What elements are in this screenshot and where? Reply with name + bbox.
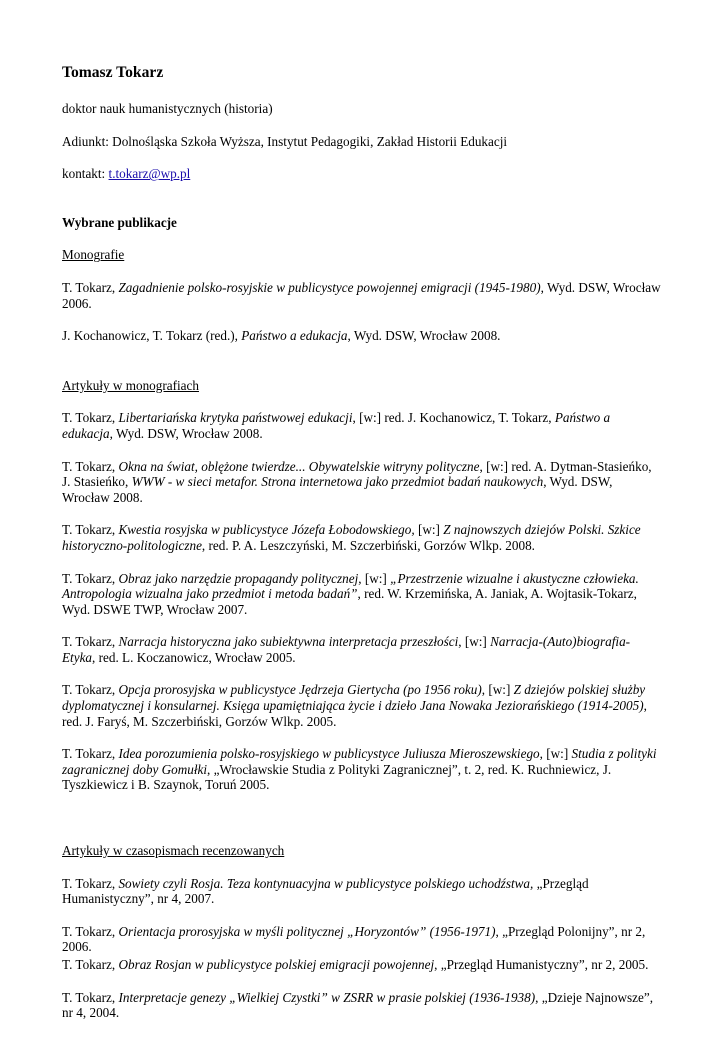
entry-author: T. Tokarz,	[62, 957, 119, 972]
entry-details: , [w:]	[458, 634, 491, 650]
entry-title: Kwestia rosyjska w publicystyce Józefa Łobodowskiego,	[118, 522, 415, 538]
entry-author: T. Tokarz,	[62, 458, 119, 474]
entry-details: , Wyd. DSW, Wrocław 2008.	[62, 474, 613, 505]
entry-source: „Przestrzenie wizualne i akustyczne człowieka. Antropologia wizualna jako przedmiot i metoda badań”	[62, 570, 639, 602]
entry-author: T. Tokarz,	[62, 682, 119, 698]
entry-details: „Przegląd Humanistyczny”, nr 4, 2007.	[62, 875, 589, 907]
entry-author: T. Tokarz,	[62, 989, 119, 1005]
entry-title: Idea porozumienia polsko-rosyjskiego w publicystyce Juliusza Mieroszewskiego	[118, 746, 540, 762]
publication-entry	[62, 746, 662, 793]
entry-title: Obraz Rosjan w publicystyce polskiej emigracji powojennej	[118, 957, 435, 972]
publication-entry	[62, 410, 662, 441]
entry-source: Z najnowszych dziejów Polski. Szkice historyczno-politologiczne	[62, 522, 641, 553]
entry-title: Państwo a edukacja	[241, 328, 348, 344]
entry-author: T. Tokarz,	[62, 875, 119, 891]
entry-title: Obraz jako narzędzie propagandy politycznej	[118, 570, 359, 586]
entry-details: , Wyd. DSW, Wrocław 2008.	[347, 328, 501, 344]
entry-author: T. Tokarz,	[62, 522, 119, 538]
entry-title: Okna na świat, oblężone twierdze... Obywatelskie witryny polityczne	[118, 458, 480, 474]
entry-details: , red. J. Faryś, M. Szczerbiński, Gorzów Wlkp. 2005.	[62, 698, 647, 729]
publication-entry	[62, 571, 662, 618]
entry-details: , red. W. Krzemińska, A. Janiak, A. Wojtasik-Tokarz, Wyd. DSWE TWP, Wrocław 2007.	[62, 586, 637, 617]
entry-details: , „Przegląd Polonijny”, nr 2, 2006.	[62, 923, 646, 955]
entry-details: [w:]	[414, 522, 444, 538]
entry-details: , [w:]	[358, 570, 391, 586]
entry-title: Zagadnienie polsko-rosyjskie w publicystyce powojennej emigracji (1945-1980)	[118, 279, 541, 295]
entry-details: , red. L. Koczanowicz, Wrocław 2005.	[92, 649, 296, 665]
entry-author: T. Tokarz,	[62, 634, 119, 650]
entry-source: Narracja-(Auto)biografia-Etyka	[62, 634, 631, 665]
contact-label: kontakt:	[62, 166, 109, 182]
email-link[interactable]: t.tokarz@wp.pl	[108, 166, 191, 182]
publication-entry	[62, 459, 662, 506]
entry-details: , „Dzieje Najnowsze”, nr 4, 2004.	[62, 989, 654, 1021]
entry-title: Libertariańska krytyka państwowej edukacji	[118, 410, 353, 426]
entry-author: T. Tokarz,	[62, 570, 119, 586]
academic-degree: doktor nauk humanistycznych (historia)	[62, 101, 273, 116]
publication-entry	[62, 990, 662, 1021]
entry-details: , Wyd. DSW, Wrocław 2008.	[109, 425, 263, 441]
subheading-monografie: Monografie	[62, 247, 125, 263]
spacer	[62, 361, 662, 378]
position-line: Adiunkt: Dolnośląska Szkoła Wyższa, Instytut Pedagogiki, Zakład Historii Edukacji	[62, 133, 508, 149]
entry-details: , [w:] red. J. Kochanowicz, T. Tokarz,	[352, 410, 555, 426]
entry-source: Państwo a edukacja	[62, 410, 611, 441]
entry-details: , Wyd. DSW, Wrocław 2006.	[62, 279, 661, 311]
publication-entry	[62, 924, 662, 955]
entry-source: Studia z polityki zagranicznej doby Gomułki	[62, 746, 657, 777]
contact-line	[62, 166, 662, 182]
entry-title: Opcja prorosyjska w publicystyce Jędrzeja Giertycha (po 1956 roku)	[118, 682, 482, 698]
publication-entry	[62, 522, 662, 553]
entry-author: T. Tokarz,	[62, 410, 119, 426]
entry-author: T. Tokarz,	[62, 746, 119, 762]
section-title: Wybrane publikacje	[62, 214, 177, 230]
publication-entry	[62, 634, 662, 665]
entry-author: T. Tokarz,	[62, 279, 119, 295]
author-name: Tomasz Tokarz	[62, 64, 164, 81]
entry-details: , „Przegląd Humanistyczny”, nr 2, 2005.	[434, 957, 649, 972]
publication-entry	[62, 682, 662, 729]
publication-entry	[62, 957, 662, 973]
spacer	[62, 810, 662, 843]
entry-details: , [w:]	[539, 746, 572, 762]
document-page	[62, 64, 662, 1038]
entry-title: Narracja historyczna jako subiektywna interpretacja przeszłości	[118, 634, 459, 650]
entry-source: WWW - w sieci metafor. Strona internetowa jako przedmiot badań naukowych	[131, 474, 544, 490]
entry-details: , [w:]	[481, 682, 514, 698]
subheading-artykuly-w-czasopismach: Artykuły w czasopismach recenzowanych	[62, 843, 285, 859]
entry-details: , [w:] red. A. Dytman-Stasieńko, J. Stasieńko,	[62, 458, 652, 490]
entry-author: J. Kochanowicz, T. Tokarz (red.),	[62, 328, 242, 344]
entry-details: , red. P. A. Leszczyński, M. Szczerbiński, Gorzów Wlkp. 2008.	[201, 537, 535, 553]
publication-entry	[62, 280, 662, 311]
subheading-artykuly-w-monografiach: Artykuły w monografiach	[62, 377, 199, 393]
publication-entry	[62, 328, 662, 344]
entry-source: Z dziejów polskiej służby dyplomatycznej i konsularnej. Księga upamiętniająca życie i dzieło Jana Nowaka Jeziorańskiego (1914-2005)	[62, 682, 646, 714]
publication-entry	[62, 876, 662, 907]
entry-title: Interpretacje genezy „Wielkiej Czystki” w ZSRR w prasie polskiej (1936-1938)	[118, 989, 536, 1005]
entry-author: T. Tokarz,	[62, 923, 119, 939]
entry-details: , „Wrocławskie Studia z Polityki Zagranicznej”, t. 2, red. K. Ruchniewicz, J. Tyszkiewicz i B. Szaynok, Toruń 2005.	[62, 761, 612, 793]
entry-title: Orientacja prorosyjska w myśli politycznej „Horyzontów” (1956-1971)	[118, 923, 496, 939]
entry-title: Sowiety czyli Rosja. Teza kontynuacyjna w publicystyce polskiego uchodźstwa,	[118, 875, 534, 891]
